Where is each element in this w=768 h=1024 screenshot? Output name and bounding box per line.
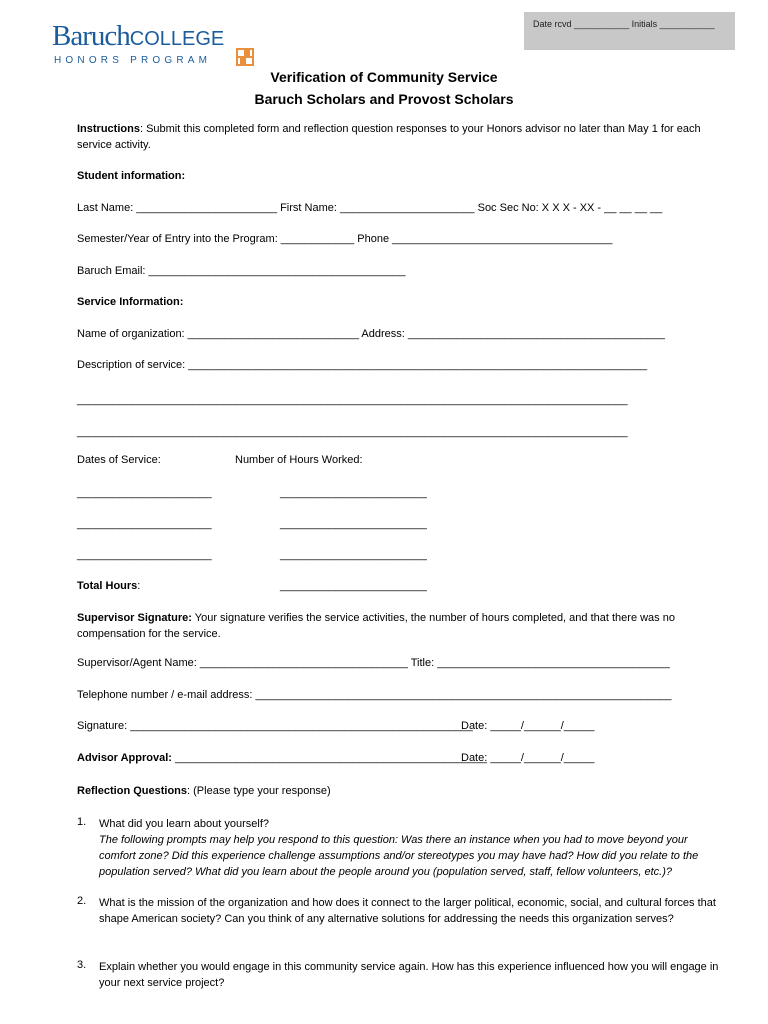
description-line[interactable]: Description of service: ___________________________________________________________________________ — [77, 359, 648, 371]
question-number: 2. — [77, 895, 87, 907]
instructions-label: Instructions — [77, 123, 140, 135]
date-entry-line[interactable]: ______________________ — [77, 487, 212, 499]
question-1-prompts: The following prompts may help you respond to this question: Was there an instance when you had to move beyond your comfort zone? Did this experience challenge assumptions and/or stereotypes you may have had? How did you relate to the population served? What did you learn about the people around you (population served, staff, fellow volunteers, etc.)? — [99, 834, 699, 878]
instructions-text: : Submit this completed form and reflection question responses to your Honors advisor no later than May 1 for each service activity. — [77, 123, 701, 151]
telephone-email-line[interactable]: Telephone number / e-mail address: ____________________________________________________________________ — [77, 689, 672, 701]
hours-entry-line[interactable]: ________________________ — [280, 518, 427, 530]
total-hours-colon: : — [137, 580, 141, 592]
supervisor-signature-label: Supervisor Signature: — [77, 612, 192, 624]
logo-word-college: COLLEGE — [129, 28, 225, 50]
total-hours-label — [77, 580, 140, 592]
question-number: 3. — [77, 959, 87, 971]
honors-program-mark-icon — [236, 48, 254, 66]
instructions — [77, 121, 717, 153]
question-3: Explain whether you would engage in this community service again. How has this experience influenced how you will engage in your next service project? — [99, 961, 719, 989]
advisor-approval-label: Advisor Approval: — [77, 752, 172, 764]
email-line[interactable]: Baruch Email: __________________________________________ — [77, 265, 406, 277]
reflection-label: Reflection Questions — [77, 785, 188, 797]
advisor-approval-blank: ___________________________________________________ — [171, 752, 488, 764]
logo-subtitle: HONORS PROGRAM — [54, 55, 212, 66]
office-use-text: Date rcvd ___________ Initials ___________ — [533, 19, 715, 29]
question-number: 1. — [77, 816, 87, 828]
dates-of-service-label: Dates of Service: — [77, 454, 161, 466]
question-1-text: What did you learn about yourself? — [99, 818, 269, 830]
advisor-date-line[interactable]: Date: _____/______/_____ — [461, 752, 595, 764]
form-subtitle: Baruch Scholars and Provost Scholars — [254, 91, 514, 107]
office-use-box — [524, 12, 735, 50]
logo-word-baruch: Baruch — [52, 20, 130, 52]
advisor-approval-line[interactable] — [77, 752, 487, 764]
total-hours-line[interactable]: ________________________ — [280, 580, 427, 592]
reflection-heading — [77, 785, 331, 797]
baruch-college-logo — [52, 20, 224, 53]
hours-entry-line[interactable]: ________________________ — [280, 549, 427, 561]
description-blank-line[interactable]: __________________________________________________________________________________________ — [77, 426, 628, 438]
total-hours-text: Total Hours — [77, 580, 138, 592]
hours-entry-line[interactable]: ________________________ — [280, 487, 427, 499]
student-info-heading: Student information: — [77, 170, 186, 182]
supervisor-statement-text: Your signature verifies the service activities, the number of hours completed, and that there was no compensation for the service. — [77, 612, 675, 640]
question-2: What is the mission of the organization and how does it connect to the larger political, economic, social, and cultural forces that shape American society? Can you think of any alternative solutions for addressing the needs this organization serves? — [99, 897, 716, 925]
description-blank-line[interactable]: __________________________________________________________________________________________ — [77, 394, 628, 406]
supervisor-name-title-line[interactable]: Supervisor/Agent Name: __________________________________ Title: ______________________________________ — [77, 657, 670, 669]
signature-date-line[interactable]: Date: _____/______/_____ — [461, 720, 595, 732]
reflection-instructions: : (Please type your response) — [187, 785, 331, 797]
service-info-heading: Service Information: — [77, 296, 184, 308]
date-entry-line[interactable]: ______________________ — [77, 518, 212, 530]
question-1 — [99, 816, 727, 880]
date-entry-line[interactable]: ______________________ — [77, 549, 212, 561]
form-title: Verification of Community Service — [270, 69, 498, 85]
signature-line[interactable]: Signature: ________________________________________________________ — [77, 720, 473, 732]
hours-worked-label: Number of Hours Worked: — [235, 454, 363, 466]
supervisor-statement — [77, 610, 717, 642]
name-ssn-line[interactable]: Last Name: _______________________ First Name: ______________________ Soc Sec No: X X X - XX - __ __ __ __ — [77, 202, 663, 214]
semester-phone-line[interactable]: Semester/Year of Entry into the Program: ____________ Phone ____________________________________ — [77, 233, 613, 245]
organization-address-line[interactable]: Name of organization: ____________________________ Address: __________________________________________ — [77, 328, 665, 340]
